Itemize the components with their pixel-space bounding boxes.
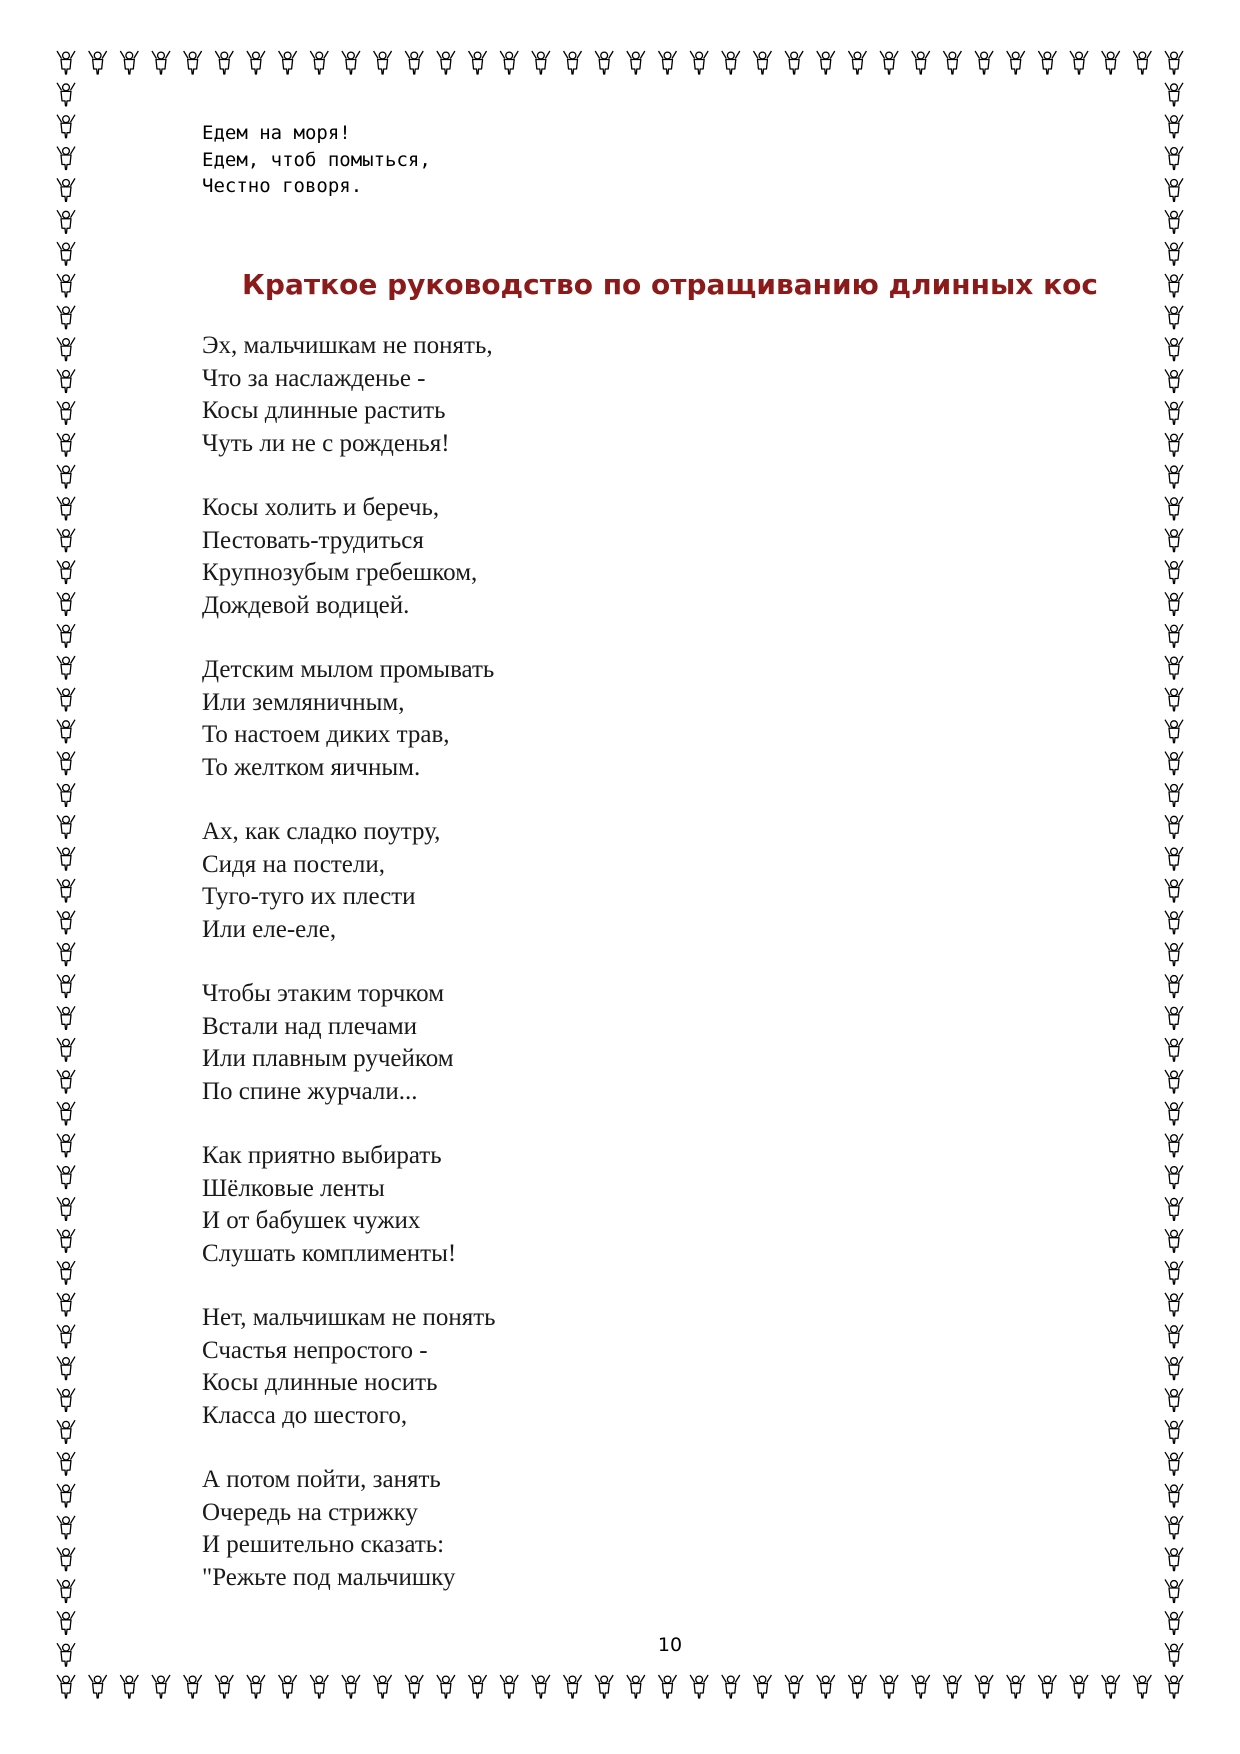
poem-line: Косы длинные растить [202, 397, 446, 424]
intro-line: Едем, чтоб помыться, [202, 148, 431, 171]
poem-line: Шёлковые ленты [202, 1174, 385, 1202]
stanza [202, 330, 496, 460]
poem-line: То настоем диких трав, [202, 721, 450, 748]
poem-title: Краткое руководство по отращиванию длинных кос [242, 268, 1098, 301]
poem-line: Детским мылом промывать [202, 656, 495, 683]
poem-line: Или плавным ручейком [202, 1045, 454, 1072]
poem-line: Косы длинные носить [202, 1369, 438, 1396]
poem-line: Что за наслажденье - [202, 364, 426, 392]
intro-stanza [202, 120, 431, 200]
intro-line: Честно говоря. [202, 175, 363, 197]
poem-line: Чтобы этаким торчком [202, 980, 445, 1007]
poem-line: Класса до шестого, [202, 1401, 408, 1429]
poem-line: Ах, как сладко поутру, [202, 818, 441, 845]
poem-line: Косы холить и беречь, [202, 494, 440, 521]
poem-line: По спине журчали... [202, 1077, 418, 1105]
poem-line: "Режьте под мальчишку [202, 1563, 456, 1591]
poem-line: Нет, мальчишкам не понять [202, 1304, 496, 1331]
poem-line: Счастья непростого - [202, 1336, 428, 1364]
poem-line: То желтком яичным. [202, 753, 421, 781]
poem-line: Эх, мальчишкам не понять, [202, 332, 493, 359]
poem-line: И решительно сказать: [202, 1531, 445, 1558]
poem-line: Сидя на постели, [202, 850, 385, 878]
poem-line: Чуть ли не с рожденья! [202, 429, 450, 457]
intro-line: Едем на моря! [202, 122, 351, 144]
poem-line: Дождевой водицей. [202, 591, 410, 619]
poem-line: Или еле-еле, [202, 915, 337, 943]
poem-line: Слушать комплименты! [202, 1239, 457, 1267]
poem-line: Пестовать-трудиться [202, 526, 424, 554]
poem-line: Туго-туго их плести [202, 883, 416, 910]
stanza [202, 492, 496, 622]
stanza [202, 816, 496, 946]
stanza [202, 1464, 496, 1594]
poem-line: Очередь на стрижку [202, 1498, 418, 1526]
page-number: 10 [657, 1634, 683, 1656]
stanza [202, 654, 496, 784]
stanza [202, 978, 496, 1108]
poem-line: Крупнозубым гребешком, [202, 559, 478, 586]
poem-line: Или земляничным, [202, 688, 405, 716]
poem-line: Как приятно выбирать [202, 1142, 442, 1169]
poem-line: И от бабушек чужих [202, 1207, 421, 1234]
poem-line: Встали над плечами [202, 1012, 418, 1040]
poem-line: А потом пойти, занять [202, 1466, 441, 1493]
stanza [202, 1140, 496, 1270]
stanza [202, 1302, 496, 1432]
poem-body [202, 330, 496, 1626]
